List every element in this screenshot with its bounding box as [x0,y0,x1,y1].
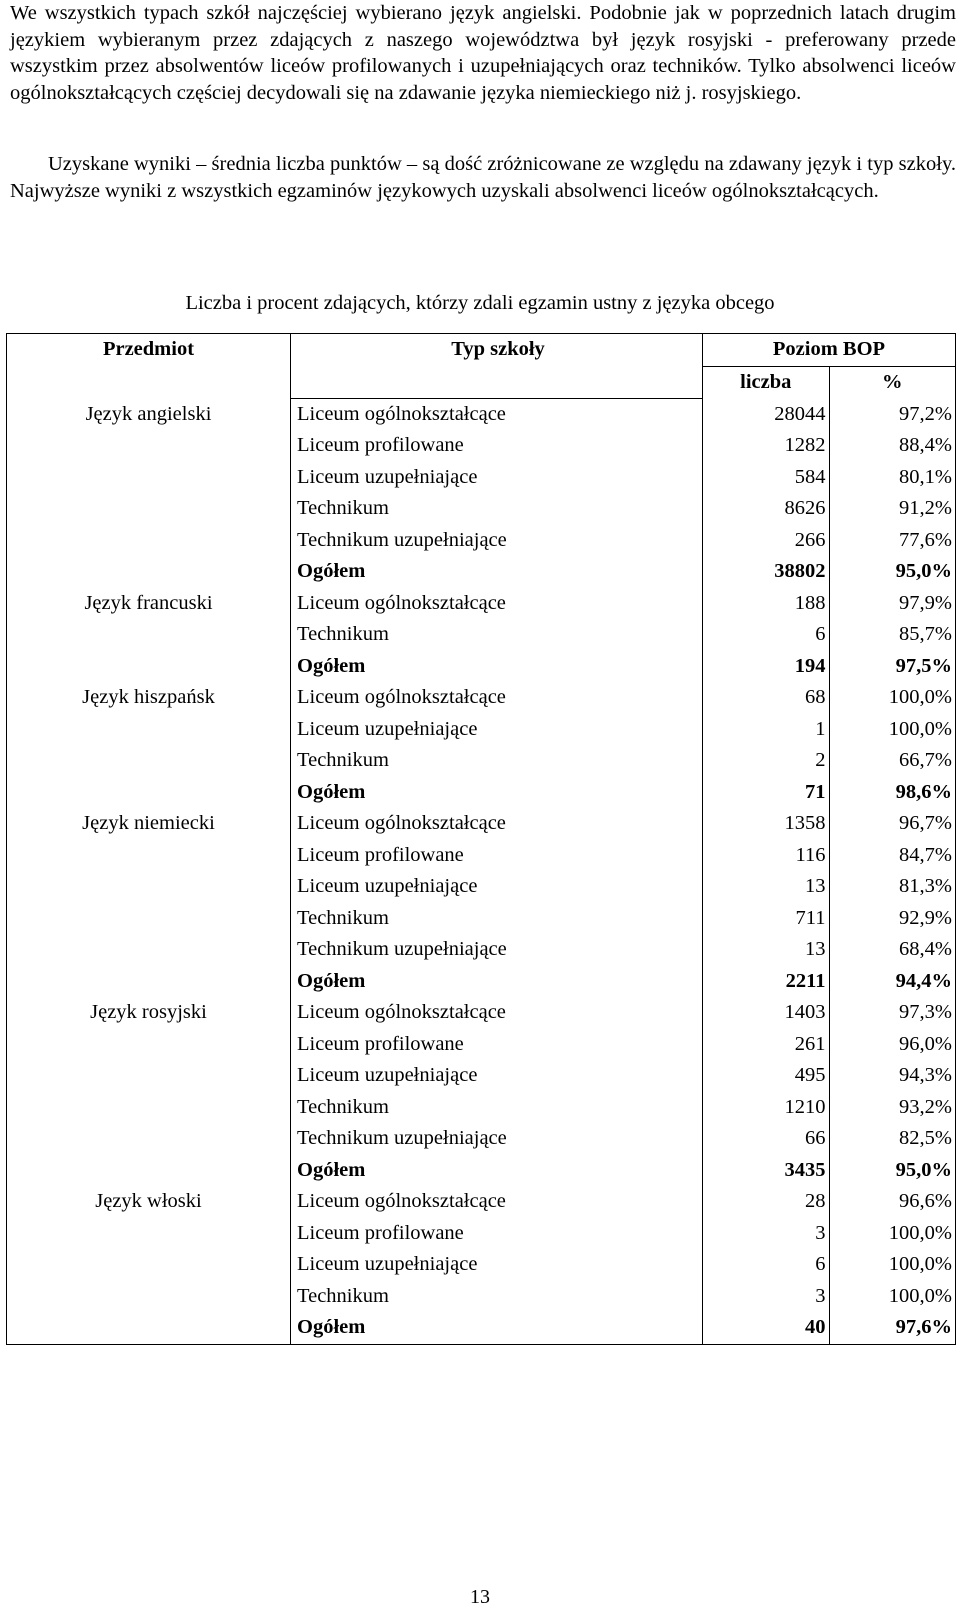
percent-cell: 77,6% [899,528,952,551]
percent-cell: 66,7% [899,749,952,772]
total-row [7,651,956,683]
count-cell: 8626 [703,493,830,525]
table-row [7,903,956,935]
table-header-row [7,334,956,367]
percent-cell: 96,7% [899,812,952,835]
count-cell: 1358 [703,808,830,840]
percent-cell: 85,7% [899,623,952,646]
count-cell: 28 [703,1186,830,1218]
subject-cell: Język hiszpańsk [7,682,291,714]
table-row [7,1218,956,1250]
table-row [7,871,956,903]
percent-cell: 97,9% [899,591,952,614]
subject-cell [7,777,291,809]
count-cell: 6 [703,1249,830,1281]
table-body [7,398,956,1344]
subject-cell [7,619,291,651]
count-cell: 66 [703,1123,830,1155]
percent-cell: 88,4% [899,434,952,457]
subject-cell [7,651,291,683]
school-type-cell: Technikum [291,1092,703,1124]
count-cell: 188 [703,588,830,620]
count-cell: 13 [703,871,830,903]
subject-cell [7,1281,291,1313]
results-table [6,333,956,1345]
subject-cell [7,871,291,903]
school-type-cell: Ogółem [291,1312,703,1344]
count-cell: 3 [703,1218,830,1250]
count-cell: 40 [703,1312,830,1344]
percent-cell: 100,0% [888,1221,952,1244]
count-cell: 38802 [703,556,830,588]
subject-cell [7,1123,291,1155]
count-cell: 2211 [703,966,830,998]
table-row [7,398,956,430]
table-row [7,1281,956,1313]
percent-cell: 68,4% [899,938,952,961]
header-count: liczba [703,366,830,398]
subject-cell [7,556,291,588]
school-type-cell: Liceum uzupełniające [291,871,703,903]
percent-cell: 91,2% [899,497,952,520]
school-type-cell: Liceum profilowane [291,1029,703,1061]
table-row [7,840,956,872]
subject-cell [7,840,291,872]
count-cell: 1210 [703,1092,830,1124]
subject-cell [7,1060,291,1092]
total-row [7,556,956,588]
school-type-cell: Liceum uzupełniające [291,1249,703,1281]
percent-cell: 97,3% [899,1001,952,1024]
subject-cell [7,1092,291,1124]
subject-cell [7,525,291,557]
subject-cell [7,1249,291,1281]
percent-cell: 84,7% [899,843,952,866]
school-type-cell: Liceum uzupełniające [291,714,703,746]
subject-cell [7,903,291,935]
count-cell: 584 [703,462,830,494]
header-level: Poziom BOP [703,334,956,367]
school-type-cell: Ogółem [291,777,703,809]
percent-cell: 93,2% [899,1095,952,1118]
school-type-cell: Technikum [291,903,703,935]
results-paragraph: Uzyskane wyniki – średnia liczba punktów – są dość zróżnicowane ze względu na zdawany język i typ szkoły. Najwyższe wyniki z wszystkich egzaminów językowych uzyskali absolwenci liceów ogólnokształcących. [10,153,956,202]
count-cell: 1 [703,714,830,746]
percent-cell: 80,1% [899,465,952,488]
count-cell: 1403 [703,997,830,1029]
table-row [7,714,956,746]
percent-cell: 97,2% [899,402,952,425]
count-cell: 2 [703,745,830,777]
subject-cell [7,430,291,462]
table-row [7,619,956,651]
count-cell: 116 [703,840,830,872]
subject-cell [7,1312,291,1344]
total-row [7,1312,956,1344]
table-row [7,430,956,462]
percent-cell: 81,3% [899,875,952,898]
school-type-cell: Liceum ogólnokształcące [291,682,703,714]
subject-cell [7,966,291,998]
percent-cell: 100,0% [888,1284,952,1307]
subject-cell: Język rosyjski [7,997,291,1029]
table-row [7,1060,956,1092]
table-row [7,1123,956,1155]
percent-cell: 95,0% [895,560,952,583]
percent-cell: 100,0% [888,717,952,740]
subject-cell [7,1155,291,1187]
school-type-cell: Technikum [291,619,703,651]
table-row [7,493,956,525]
subject-cell [7,493,291,525]
page-number: 13 [470,1586,490,1608]
header-percent: % [882,370,903,393]
intro-paragraph: We wszystkich typach szkół najczęściej wybierano język angielski. Podobnie jak w poprzednich latach drugim językiem wybieranym przez zdających z naszego województwa był język rosyjski - preferowany przede wszystkim przez absolwentów liceów profilowanych i uzupełniających oraz techników. Tylko absolwenci liceów ogólnokształcących częściej decydowali się na zdawanie języka niemieckiego niż j. rosyjskiego. [10,2,956,104]
total-row [7,966,956,998]
school-type-cell: Liceum uzupełniające [291,1060,703,1092]
count-cell: 28044 [703,398,830,430]
percent-cell: 98,6% [895,780,952,803]
table-row [7,588,956,620]
total-row [7,777,956,809]
table-row [7,1029,956,1061]
percent-cell: 94,3% [899,1064,952,1087]
school-type-cell: Liceum ogólnokształcące [291,398,703,430]
table-row [7,745,956,777]
subject-cell: Język angielski [7,398,291,430]
school-type-cell: Liceum ogólnokształcące [291,1186,703,1218]
subject-cell [7,745,291,777]
table-row [7,997,956,1029]
count-cell: 1282 [703,430,830,462]
subject-cell: Język niemiecki [7,808,291,840]
percent-cell: 97,5% [895,654,952,677]
header-school-type: Typ szkoły [291,334,703,399]
header-subject: Przedmiot [7,334,291,399]
count-cell: 3435 [703,1155,830,1187]
table-row [7,808,956,840]
count-cell: 6 [703,619,830,651]
school-type-cell: Ogółem [291,651,703,683]
table-row [7,1092,956,1124]
table-row [7,1186,956,1218]
count-cell: 71 [703,777,830,809]
count-cell: 266 [703,525,830,557]
subject-cell: Język włoski [7,1186,291,1218]
percent-cell: 95,0% [895,1158,952,1181]
count-cell: 13 [703,934,830,966]
school-type-cell: Ogółem [291,1155,703,1187]
table-caption: Liczba i procent zdających, którzy zdali egzamin ustny z języka obcego [185,292,775,314]
subject-cell [7,1029,291,1061]
percent-cell: 94,4% [895,969,952,992]
table-row [7,1249,956,1281]
count-cell: 194 [703,651,830,683]
school-type-cell: Liceum profilowane [291,840,703,872]
subject-cell: Język francuski [7,588,291,620]
percent-cell: 96,0% [899,1032,952,1055]
school-type-cell: Ogółem [291,966,703,998]
percent-cell: 92,9% [899,906,952,929]
count-cell: 495 [703,1060,830,1092]
percent-cell: 100,0% [888,1253,952,1276]
school-type-cell: Liceum profilowane [291,1218,703,1250]
school-type-cell: Liceum profilowane [291,430,703,462]
count-cell: 711 [703,903,830,935]
subject-cell [7,462,291,494]
school-type-cell: Technikum [291,745,703,777]
subject-cell [7,714,291,746]
percent-cell: 100,0% [888,686,952,709]
percent-cell: 97,6% [895,1316,952,1339]
count-cell: 68 [703,682,830,714]
school-type-cell: Technikum uzupełniające [291,934,703,966]
percent-cell: 82,5% [899,1127,952,1150]
total-row [7,1155,956,1187]
table-row [7,462,956,494]
school-type-cell: Liceum ogólnokształcące [291,808,703,840]
school-type-cell: Technikum uzupełniające [291,525,703,557]
school-type-cell: Technikum uzupełniające [291,1123,703,1155]
school-type-cell: Liceum ogólnokształcące [291,997,703,1029]
school-type-cell: Liceum uzupełniające [291,462,703,494]
table-row [7,525,956,557]
table-row [7,682,956,714]
count-cell: 261 [703,1029,830,1061]
subject-cell [7,934,291,966]
table-row [7,934,956,966]
school-type-cell: Technikum [291,1281,703,1313]
percent-cell: 96,6% [899,1190,952,1213]
school-type-cell: Liceum ogólnokształcące [291,588,703,620]
count-cell: 3 [703,1281,830,1313]
school-type-cell: Technikum [291,493,703,525]
subject-cell [7,1218,291,1250]
school-type-cell: Ogółem [291,556,703,588]
